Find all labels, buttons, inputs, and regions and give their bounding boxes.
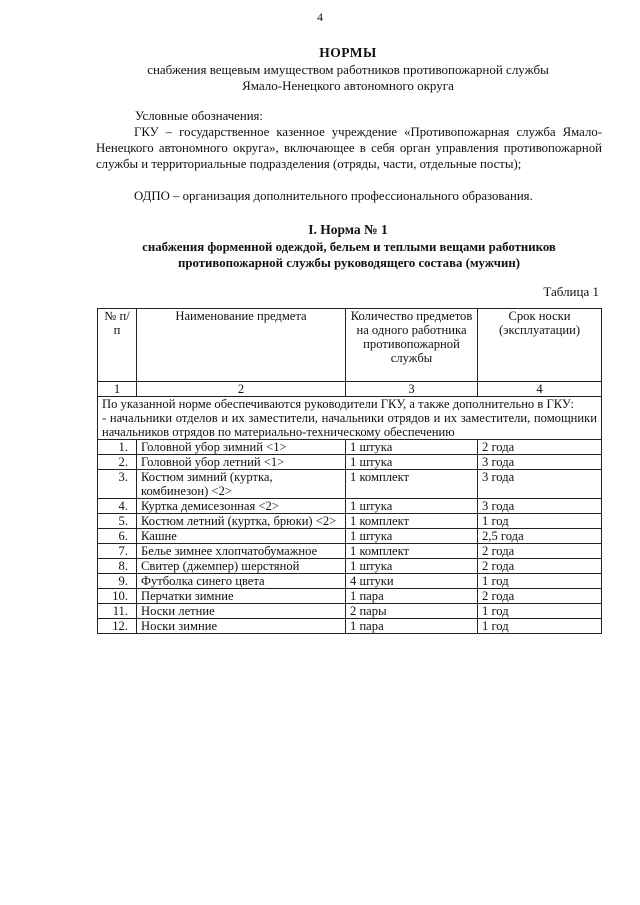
note-line-1: По указанной норме обеспечиваются руководители ГКУ, а также дополнительно в ГКУ: [102,397,574,411]
row-number: 9. [98,574,137,589]
index-cell: 2 [137,382,346,397]
row-quantity: 1 штука [346,559,478,574]
row-number: 3. [98,470,137,499]
table-header-row [98,309,602,382]
row-item-name: Куртка демисезонная <2> [137,499,346,514]
row-quantity: 1 штука [346,529,478,544]
table-row [98,499,602,514]
header-wear-term: Срок носки (эксплуатации) [478,309,602,382]
legend-heading: Условные обозначения: [135,109,263,123]
row-item-name: Носки летние [137,604,346,619]
section-title: I. Норма № 1 [308,222,388,237]
row-wear-term: 2 года [478,559,602,574]
row-wear-term: 2 года [478,544,602,559]
row-quantity: 4 штуки [346,574,478,589]
row-number: 6. [98,529,137,544]
row-quantity: 2 пары [346,604,478,619]
header-quantity: Количество предметов на одного работника противопожарной службы [346,309,478,382]
table-row [98,440,602,455]
row-number: 1. [98,440,137,455]
table-row [98,619,602,634]
row-quantity: 1 штука [346,499,478,514]
table-note-cell [98,397,602,440]
row-item-name: Головной убор зимний <1> [137,440,346,455]
row-wear-term: 3 года [478,455,602,470]
section-subtitle: снабжения форменной одеждой, бельем и теплыми вещами работников противопожарной службы руководящего состава (мужчин) [142,240,556,270]
row-quantity: 1 пара [346,589,478,604]
page-number: 4 [317,10,323,24]
norm-table [97,308,602,634]
row-number: 5. [98,514,137,529]
table-row [98,589,602,604]
row-item-name: Футболка синего цвета [137,574,346,589]
row-item-name: Костюм летний (куртка, брюки) <2> [137,514,346,529]
row-number: 12. [98,619,137,634]
document-subtitle-line2: Ямало-Ненецкого автономного округа [242,78,454,93]
row-wear-term: 2 года [478,589,602,604]
row-quantity: 1 комплект [346,544,478,559]
row-number: 11. [98,604,137,619]
table-row [98,544,602,559]
table-row [98,604,602,619]
row-wear-term: 2 года [478,440,602,455]
row-wear-term: 1 год [478,574,602,589]
row-number: 4. [98,499,137,514]
row-number: 10. [98,589,137,604]
row-number: 2. [98,455,137,470]
table-row [98,559,602,574]
row-wear-term: 3 года [478,470,602,499]
header-item-name: Наименование предмета [137,309,346,382]
row-item-name: Белье зимнее хлопчатобумажное [137,544,346,559]
table-row [98,529,602,544]
table-note-row [98,397,602,440]
row-number: 8. [98,559,137,574]
row-quantity: 1 штука [346,455,478,470]
row-quantity: 1 пара [346,619,478,634]
table-row [98,574,602,589]
row-wear-term: 2,5 года [478,529,602,544]
document-subtitle-line1: снабжения вещевым имуществом работников противопожарной службы [147,62,549,77]
note-line-2: - начальники отделов и их заместители, начальники отрядов и их заместители, помощники начальников отрядов по материально-техническому обеспечению [102,411,597,439]
row-item-name: Костюм зимний (куртка, комбинезон) <2> [137,470,346,499]
row-quantity: 1 комплект [346,514,478,529]
table-row [98,470,602,499]
row-item-name: Носки зимние [137,619,346,634]
table-label: Таблица 1 [543,284,599,299]
row-wear-term: 1 год [478,619,602,634]
row-wear-term: 1 год [478,514,602,529]
row-item-name: Головной убор летний <1> [137,455,346,470]
row-number: 7. [98,544,137,559]
index-cell: 1 [98,382,137,397]
table-row [98,455,602,470]
row-wear-term: 1 год [478,604,602,619]
row-item-name: Свитер (джемпер) шерстяной [137,559,346,574]
table-index-row [98,382,602,397]
row-quantity: 1 штука [346,440,478,455]
document-title: НОРМЫ [319,45,377,60]
row-item-name: Перчатки зимние [137,589,346,604]
table-body [98,440,602,634]
row-item-name: Кашне [137,529,346,544]
legend-gku-definition: ГКУ – государственное казенное учреждение «Противопожарная служба Ямало-Ненецкого автономного округа», включающее в себя орган управления противопожарной службы и территориальные подразделения (отряды, части, отдельные посты); [96,125,602,171]
header-number: № п/п [98,309,137,382]
index-cell: 3 [346,382,478,397]
row-quantity: 1 комплект [346,470,478,499]
index-cell: 4 [478,382,602,397]
table-row [98,514,602,529]
row-wear-term: 3 года [478,499,602,514]
legend-odpo-definition: ОДПО – организация дополнительного профессионального образования. [134,189,533,203]
